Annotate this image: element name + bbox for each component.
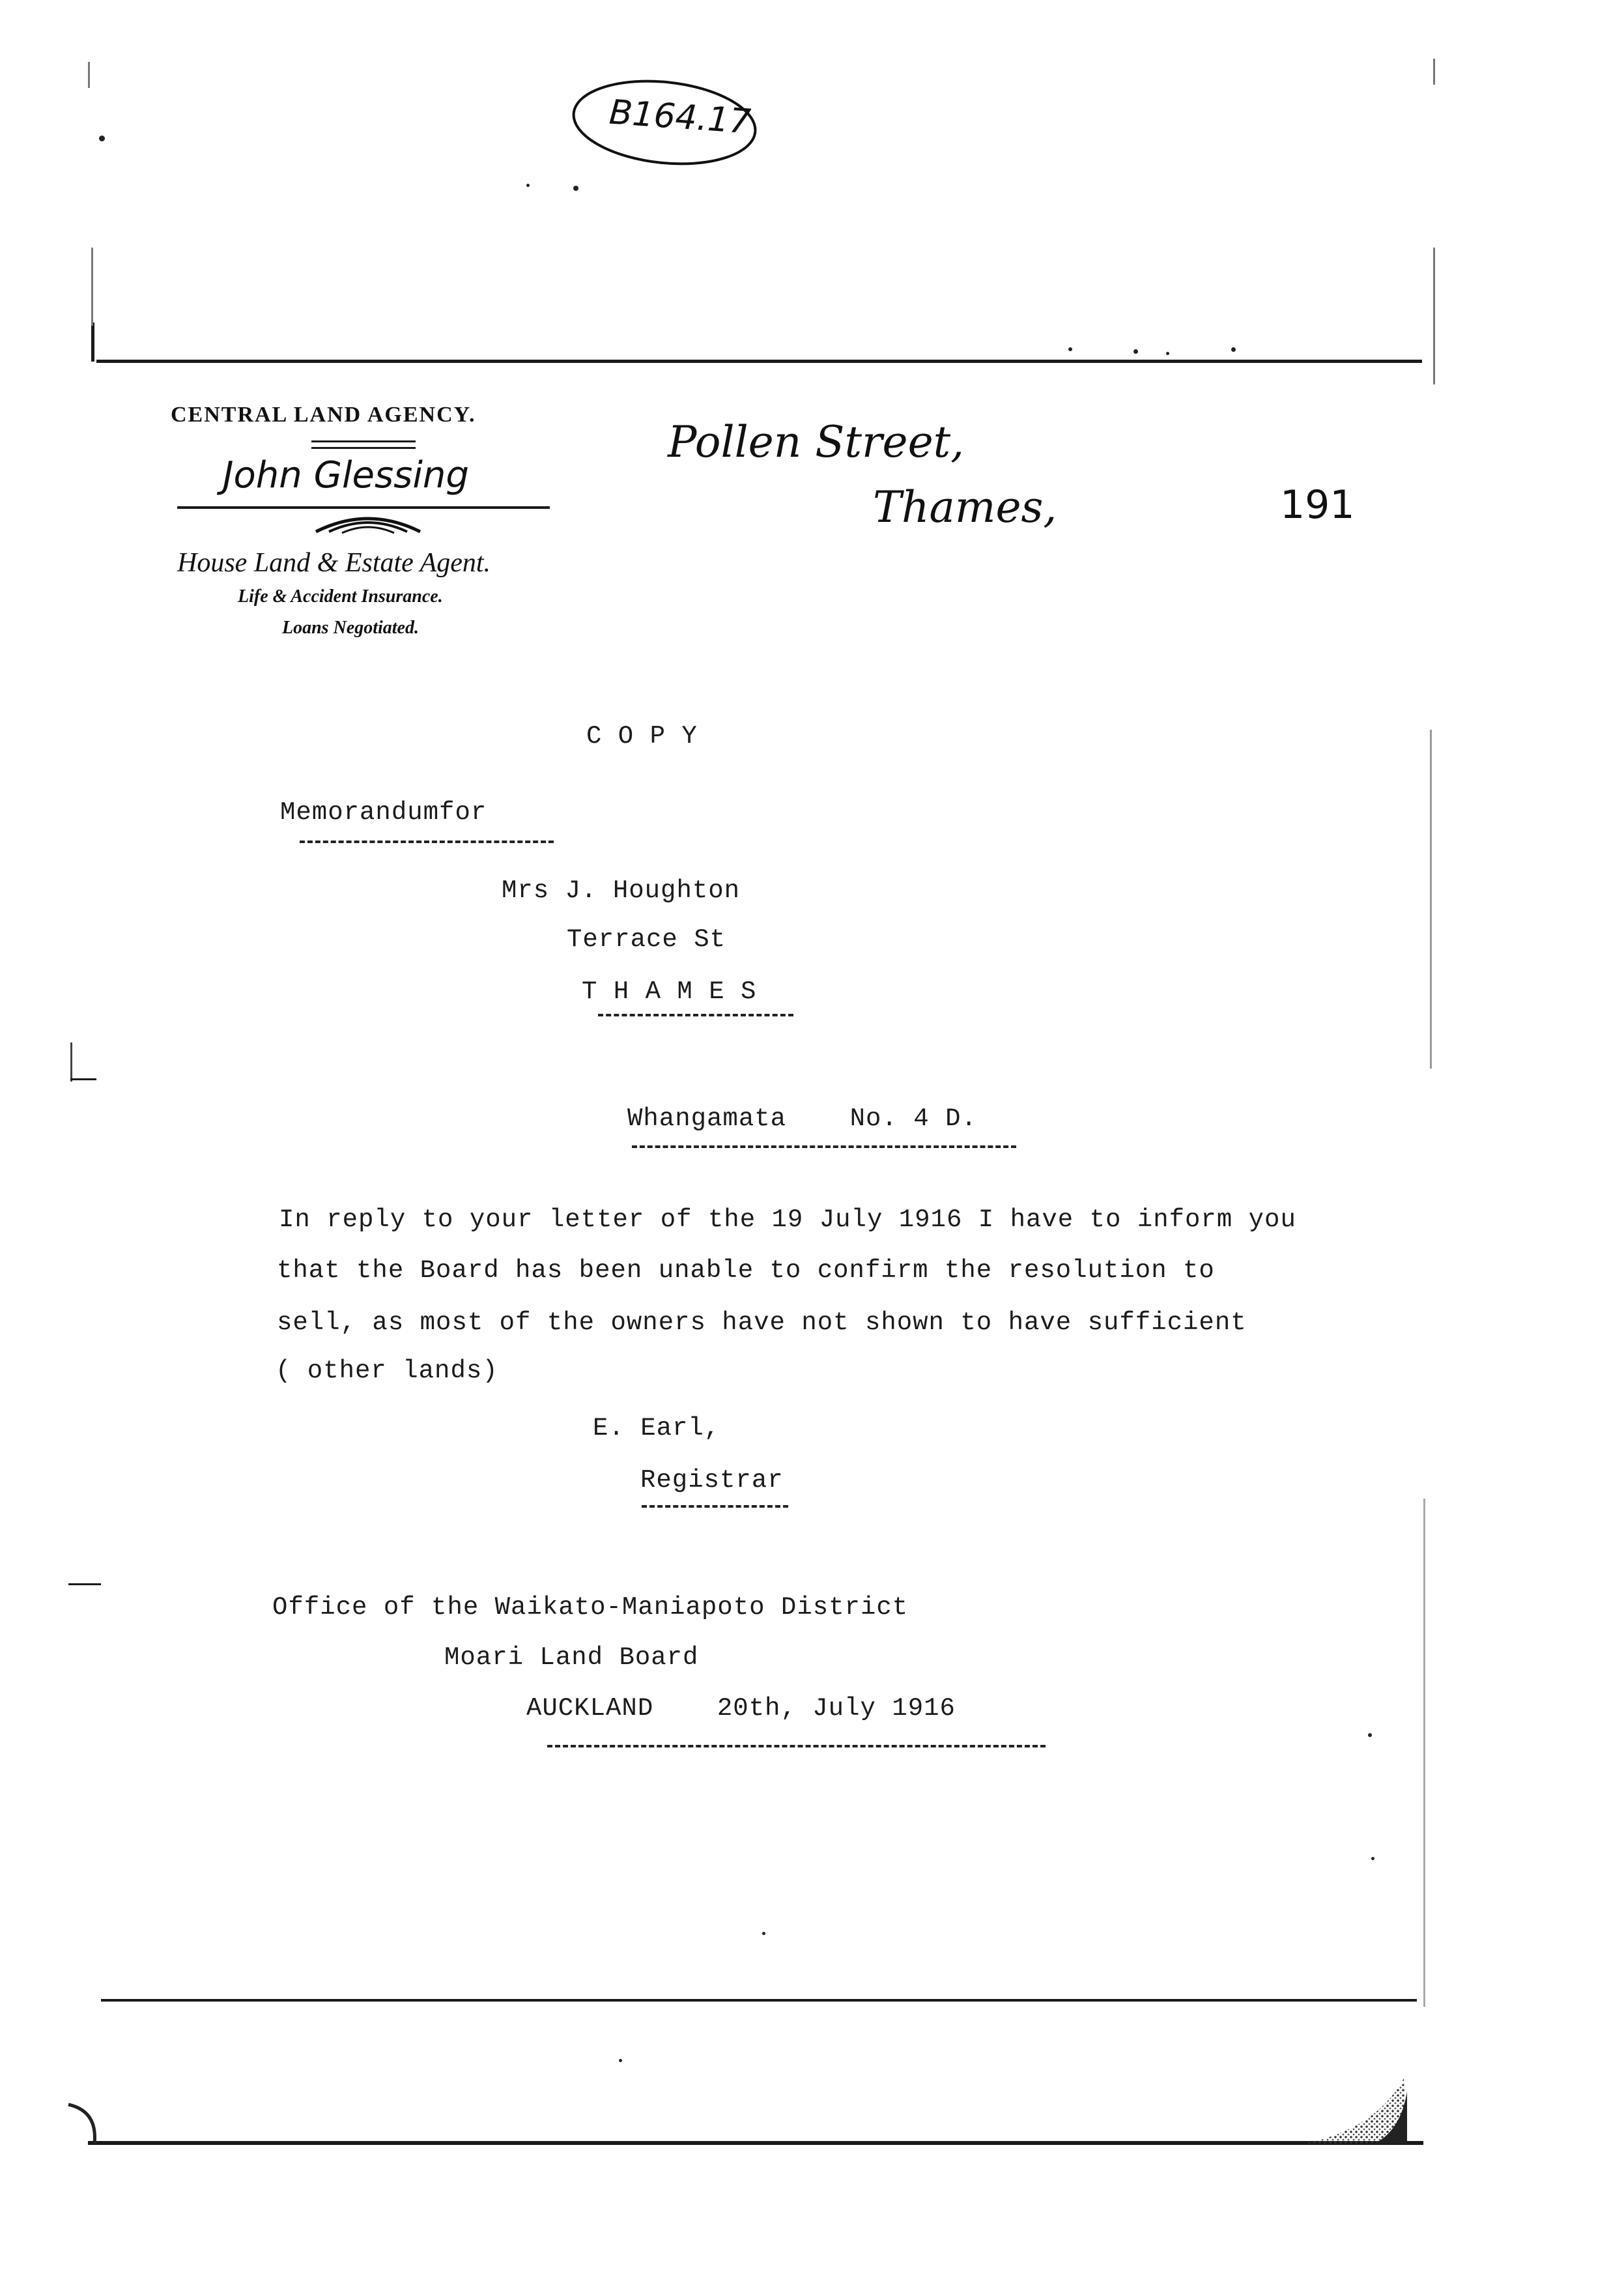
memo-heading-underline	[300, 841, 554, 843]
scan-speck	[99, 136, 105, 141]
insurance-line: Life & Accident Insurance.	[238, 586, 443, 607]
office-line-3: AUCKLAND 20th, July 1916	[526, 1694, 956, 1723]
top-rule	[96, 360, 1422, 363]
page-bottom-edge	[88, 2141, 1423, 2145]
body-line-3: sell, as most of the owners have not shown to have sufficient	[277, 1308, 1247, 1337]
agent-title: House Land & Estate Agent.	[177, 548, 491, 578]
recipient-name: Mrs J. Houghton	[502, 876, 741, 905]
right-edge-mark-1	[1433, 59, 1435, 85]
memo-heading: Memorandumfor	[280, 798, 487, 827]
signature-name: E. Earl,	[593, 1414, 720, 1443]
signatory-title-underline	[642, 1505, 788, 1508]
scan-speck	[1231, 347, 1236, 352]
signatory-title: Registrar	[640, 1466, 784, 1495]
town-address: Thames,	[873, 482, 1057, 532]
scan-speck	[526, 184, 530, 187]
left-edge-tick-2	[68, 1583, 101, 1585]
right-edge-mark-2	[1433, 248, 1435, 384]
scan-speck	[1371, 1857, 1375, 1860]
left-edge-mark-3	[70, 1042, 72, 1082]
recipient-street: Terrace St	[567, 925, 726, 954]
agent-name: John Glessing	[223, 454, 469, 496]
left-edge-tick-1	[70, 1078, 96, 1080]
top-left-tick	[91, 323, 94, 362]
agent-name-rule	[177, 506, 550, 509]
year-prefix: 191	[1280, 482, 1355, 528]
archive-reference: B164.17	[608, 93, 752, 142]
loans-line: Loans Negotiated.	[282, 618, 419, 638]
scan-speck	[573, 186, 578, 191]
body-line-2: that the Board has been unable to confirm the resolution to	[277, 1256, 1215, 1285]
office-line-2: Moari Land Board	[444, 1643, 699, 1672]
ornament-icon	[313, 510, 423, 536]
office-line-1: Office of the Waikato-Maniapoto District	[272, 1593, 909, 1622]
page-corner-curl	[62, 2098, 114, 2150]
agency-double-rule-1	[311, 440, 416, 442]
scan-speck	[762, 1932, 765, 1935]
subject-line: Whangamata No. 4 D.	[627, 1104, 977, 1133]
street-address: Pollen Street,	[668, 417, 965, 467]
page-edge-shadow	[1277, 2052, 1433, 2150]
right-edge-mark-3	[1430, 730, 1432, 1069]
left-edge-mark-1	[88, 62, 90, 88]
body-line-4: ( other lands)	[276, 1357, 498, 1385]
scan-speck	[1166, 352, 1169, 355]
scan-speck	[1133, 349, 1138, 354]
agency-double-rule-2	[311, 447, 416, 449]
agency-name: CENTRAL LAND AGENCY.	[171, 403, 476, 427]
left-edge-mark-2	[91, 248, 93, 326]
bottom-rule	[101, 1999, 1417, 2002]
scan-speck	[1068, 347, 1072, 351]
right-edge-mark-4	[1423, 1499, 1425, 2007]
recipient-town-underline	[598, 1014, 793, 1016]
copy-label: C O P Y	[586, 722, 698, 751]
subject-underline	[632, 1145, 1016, 1148]
recipient-town: T H A M E S	[582, 977, 757, 1006]
office-underline	[547, 1745, 1046, 1747]
body-line-1: In reply to your letter of the 19 July 1916 I have to inform you	[279, 1205, 1296, 1234]
scan-speck	[1368, 1733, 1372, 1737]
scan-speck	[619, 2059, 622, 2062]
